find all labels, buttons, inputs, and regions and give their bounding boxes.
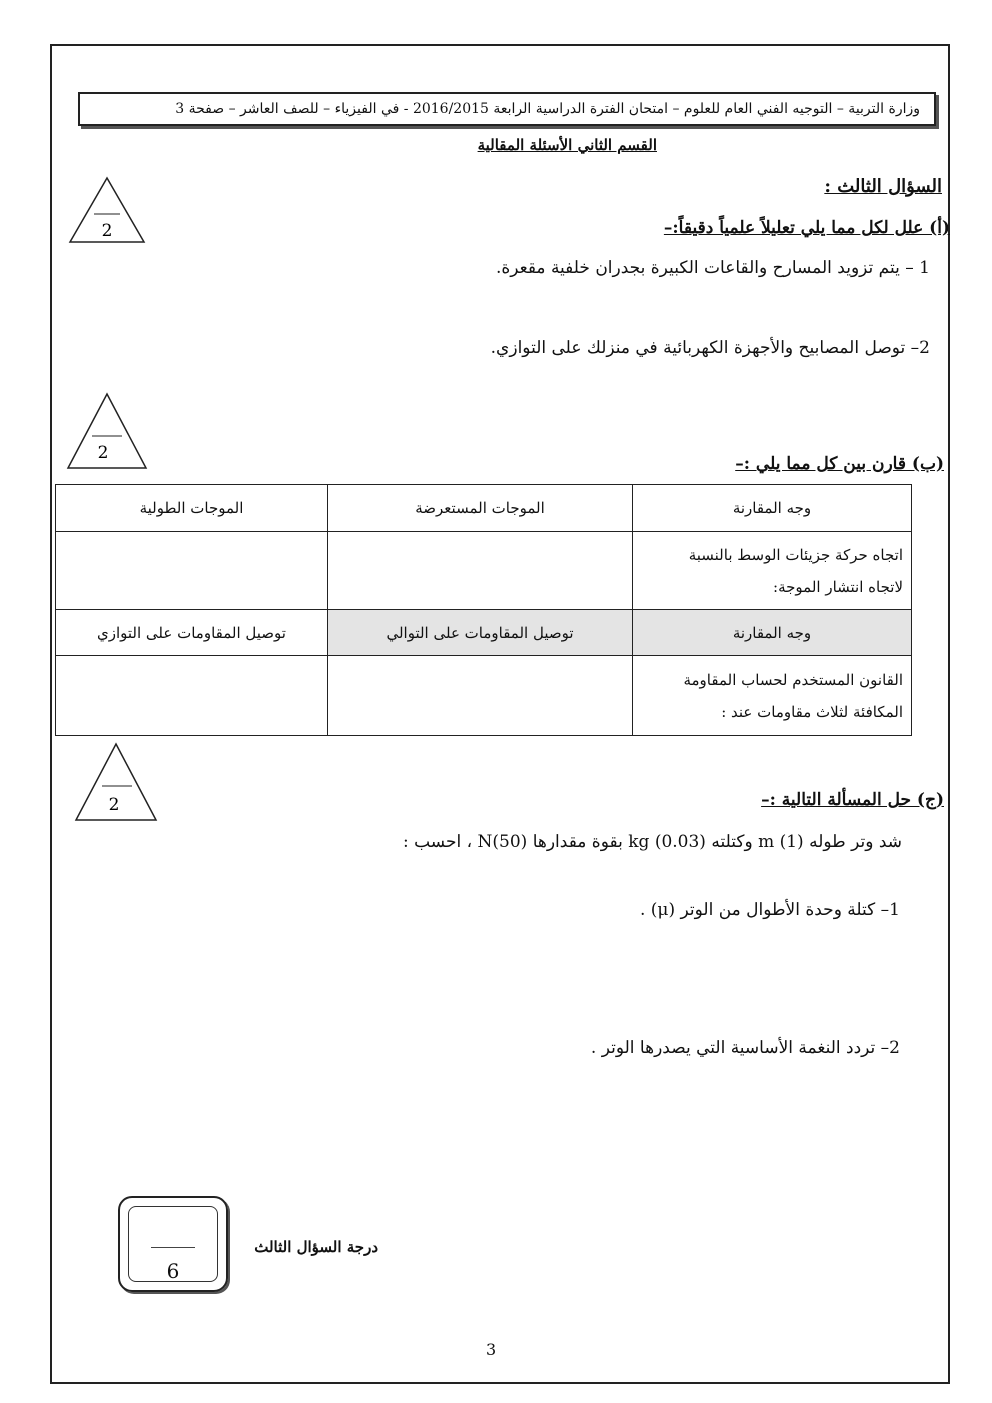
score-box-inner bbox=[128, 1206, 218, 1282]
table-header-cell: وجه المقارنة bbox=[633, 485, 912, 532]
part-c-title: (ج) حل المسألة التالية :– bbox=[761, 790, 944, 810]
part-a-title: (أ) علل لكل مما يلي تعليلاً علمياً دقيقاً:– bbox=[663, 218, 950, 238]
score-triangle-a bbox=[68, 176, 146, 244]
header-text: وزارة التربية – التوجيه الفني العام للعلوم – امتحان الفترة الدراسية الرابعة 2016/2015 - في الفيزياء – للصف العاشر – صفحة 3 bbox=[175, 101, 920, 117]
score-c: 2 bbox=[108, 795, 120, 815]
table-header-cell: الموجات المستعرضة bbox=[328, 485, 633, 532]
answer-cell bbox=[328, 532, 633, 610]
comparison-table bbox=[55, 484, 912, 736]
problem-statement: شد وتر طوله m (1) وكتلته kg (0.03) بقوة مقدارها N(50) ، احسب : bbox=[402, 832, 902, 852]
total-score-box bbox=[118, 1196, 228, 1292]
total-score: 6 bbox=[166, 1259, 180, 1283]
score-triangle-c bbox=[74, 742, 158, 822]
score-b: 2 bbox=[97, 443, 109, 463]
score-line bbox=[151, 1247, 195, 1248]
answer-cell bbox=[56, 656, 328, 736]
section-title: القسم الثاني الأسئلة المقالية bbox=[477, 136, 657, 154]
table-header-cell: الموجات الطولية bbox=[56, 485, 328, 532]
row2-label-line2: المكافئة لثلاث مقاومات عند : bbox=[721, 702, 903, 721]
table-row-label bbox=[633, 532, 912, 610]
row1-label-line1: اتجاه حركة جزيئات الوسط بالنسبة bbox=[688, 545, 903, 564]
answer-cell bbox=[328, 656, 633, 736]
score-triangle-b bbox=[66, 392, 148, 470]
table-row-label bbox=[633, 656, 912, 736]
row1-label-line2: لاتجاه انتشار الموجة: bbox=[773, 577, 903, 596]
exam-header bbox=[78, 92, 936, 126]
part-c-item-2: 2– تردد النغمة الأساسية التي يصدرها الوتر . bbox=[590, 1038, 900, 1058]
table-header-cell: توصيل المقاومات على التوالي bbox=[328, 610, 633, 656]
total-label: درجة السؤال الثالث bbox=[254, 1238, 378, 1256]
score-a: 2 bbox=[101, 221, 113, 241]
page-number: 3 bbox=[486, 1340, 497, 1359]
table-header-cell: وجه المقارنة bbox=[633, 610, 912, 656]
answer-cell bbox=[56, 532, 328, 610]
table-header-cell: توصيل المقاومات على التوازي bbox=[56, 610, 328, 656]
part-b-title: (ب) قارن بين كل مما يلي :– bbox=[735, 454, 944, 474]
part-c-item-1: 1– كتلة وحدة الأطوال من الوتر (μ) . bbox=[639, 900, 900, 920]
part-a-item-2: 2– توصل المصابيح والأجهزة الكهربائية في منزلك على التوازي. bbox=[490, 338, 930, 358]
question-title: السؤال الثالث : bbox=[824, 176, 942, 197]
part-a-item-1: 1 – يتم تزويد المسارح والقاعات الكبيرة بجدران خلفية مقعرة. bbox=[495, 258, 930, 278]
row2-label-line1: القانون المستخدم لحساب المقاومة bbox=[683, 670, 903, 689]
